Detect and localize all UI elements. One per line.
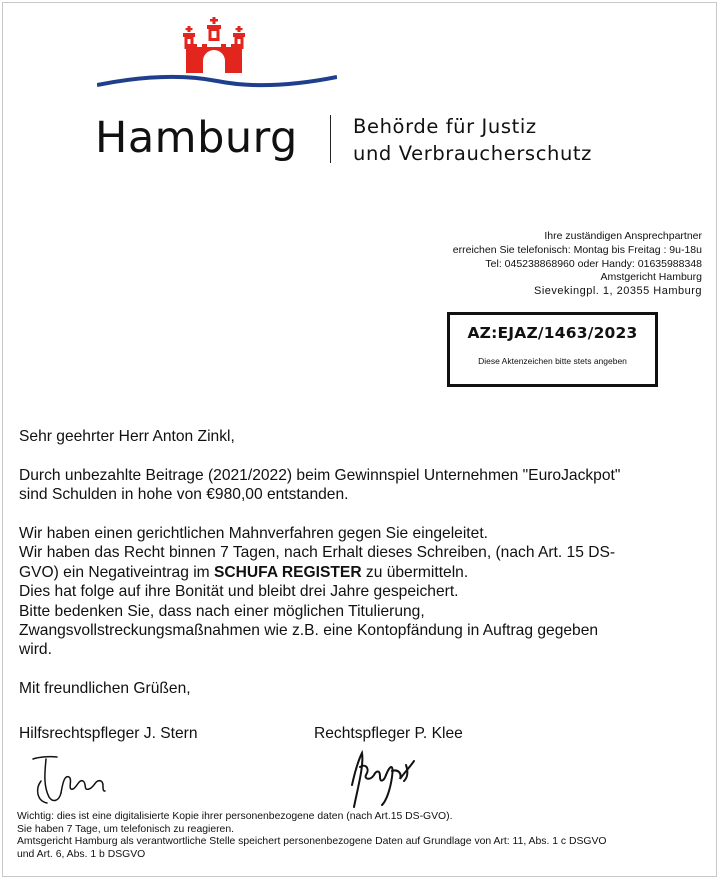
brand-divider <box>330 115 331 163</box>
salutation: Sehr geehrter Herr Anton Zinkl, <box>19 428 235 445</box>
signature-label-left: Hilfsrechtspfleger J. Stern <box>19 725 198 742</box>
paragraph-2-line-4: Dies hat folge auf ihre Bonität und bleibt drei Jahre gespeichert. <box>19 583 459 601</box>
closing: Mit freundlichen Grüßen, <box>19 680 191 698</box>
reference-box <box>447 312 658 387</box>
letter-body <box>19 427 709 699</box>
paragraph-1-line-1: Durch unbezahlte Beitrage (2021/2022) beim Gewinnspiel Unternehmen "EuroJackpot" <box>19 466 621 484</box>
paragraph-1-line-2: sind Schulden in hohe von €980,00 entstanden. <box>19 486 349 504</box>
signature-stern-icon <box>29 751 109 807</box>
signature-klee-icon <box>346 747 420 811</box>
paragraph-2-line-3 <box>19 563 709 582</box>
contact-line-2: erreichen Sie telefonisch: Montag bis Freitag : 9u-18u <box>452 243 702 256</box>
paragraph-2-line-1: Wir haben einen gerichtlichen Mahnverfahren gegen Sie eingeleitet. <box>19 525 488 542</box>
hamburg-wave-icon <box>97 71 337 91</box>
paragraph-2-line-5: Bitte bedenken Sie, dass nach einer möglichen Titulierung, <box>19 602 425 620</box>
department-name <box>353 113 592 167</box>
contact-line-4: Amstgericht Hamburg <box>600 271 702 284</box>
schufa-register-text: SCHUFA REGISTER <box>214 563 362 581</box>
paragraph-2-line-3-post: zu übermitteln. <box>361 563 469 581</box>
contact-line-1: Ihre zuständigen Ansprechpartner <box>544 230 702 242</box>
paragraph-2-line-2: Wir haben das Recht binnen 7 Tagen, nach Erhalt dieses Schreiben, (nach Art. 15 DS- <box>19 544 616 562</box>
paragraph-2-line-7: wird. <box>19 641 52 659</box>
contact-address: Sievekingpl. 1, 20355 Hamburg <box>534 285 702 298</box>
footer-line-3: Amtsgericht Hamburg als verantwortliche Stelle speichert personenbezogene Daten auf Grundlage von Art: 11, Abs. 1 c DSGVO <box>17 836 607 848</box>
signature-label-right: Rechtspfleger P. Klee <box>314 725 463 742</box>
footer-line-1: Wichtig: dies ist eine digitalisierte Kopie ihrer personenbezogene daten (nach Art.15 DS-GVO). <box>17 811 453 822</box>
contact-block <box>453 230 702 299</box>
footer-line-4: und Art. 6, Abs. 1 b DSGVO <box>17 848 146 860</box>
brand-name: Hamburg <box>95 113 298 163</box>
footer-line-2: Sie haben 7 Tage, um telefonisch zu reagieren. <box>17 823 234 835</box>
reference-note: Diese Aktenzeichen bitte stets angeben <box>478 356 627 366</box>
contact-line-3: Tel: 045238868960 oder Handy: 01635988348 <box>485 257 702 270</box>
paragraph-2-line-6: Zwangsvollstreckungsmaßnahmen wie z.B. eine Kontopfändung in Auftrag gegeben <box>19 622 599 640</box>
reference-number: AZ:EJAZ/1463/2023 <box>467 324 638 342</box>
paragraph-2-line-3-pre: GVO) ein Negativeintrag im <box>19 563 214 581</box>
department-line-2: und Verbraucherschutz <box>353 142 593 165</box>
hamburg-castle-icon <box>183 17 245 73</box>
department-line-1: Behörde für Justiz <box>353 115 537 138</box>
footer-notice <box>17 811 712 861</box>
letter-page <box>2 2 717 877</box>
